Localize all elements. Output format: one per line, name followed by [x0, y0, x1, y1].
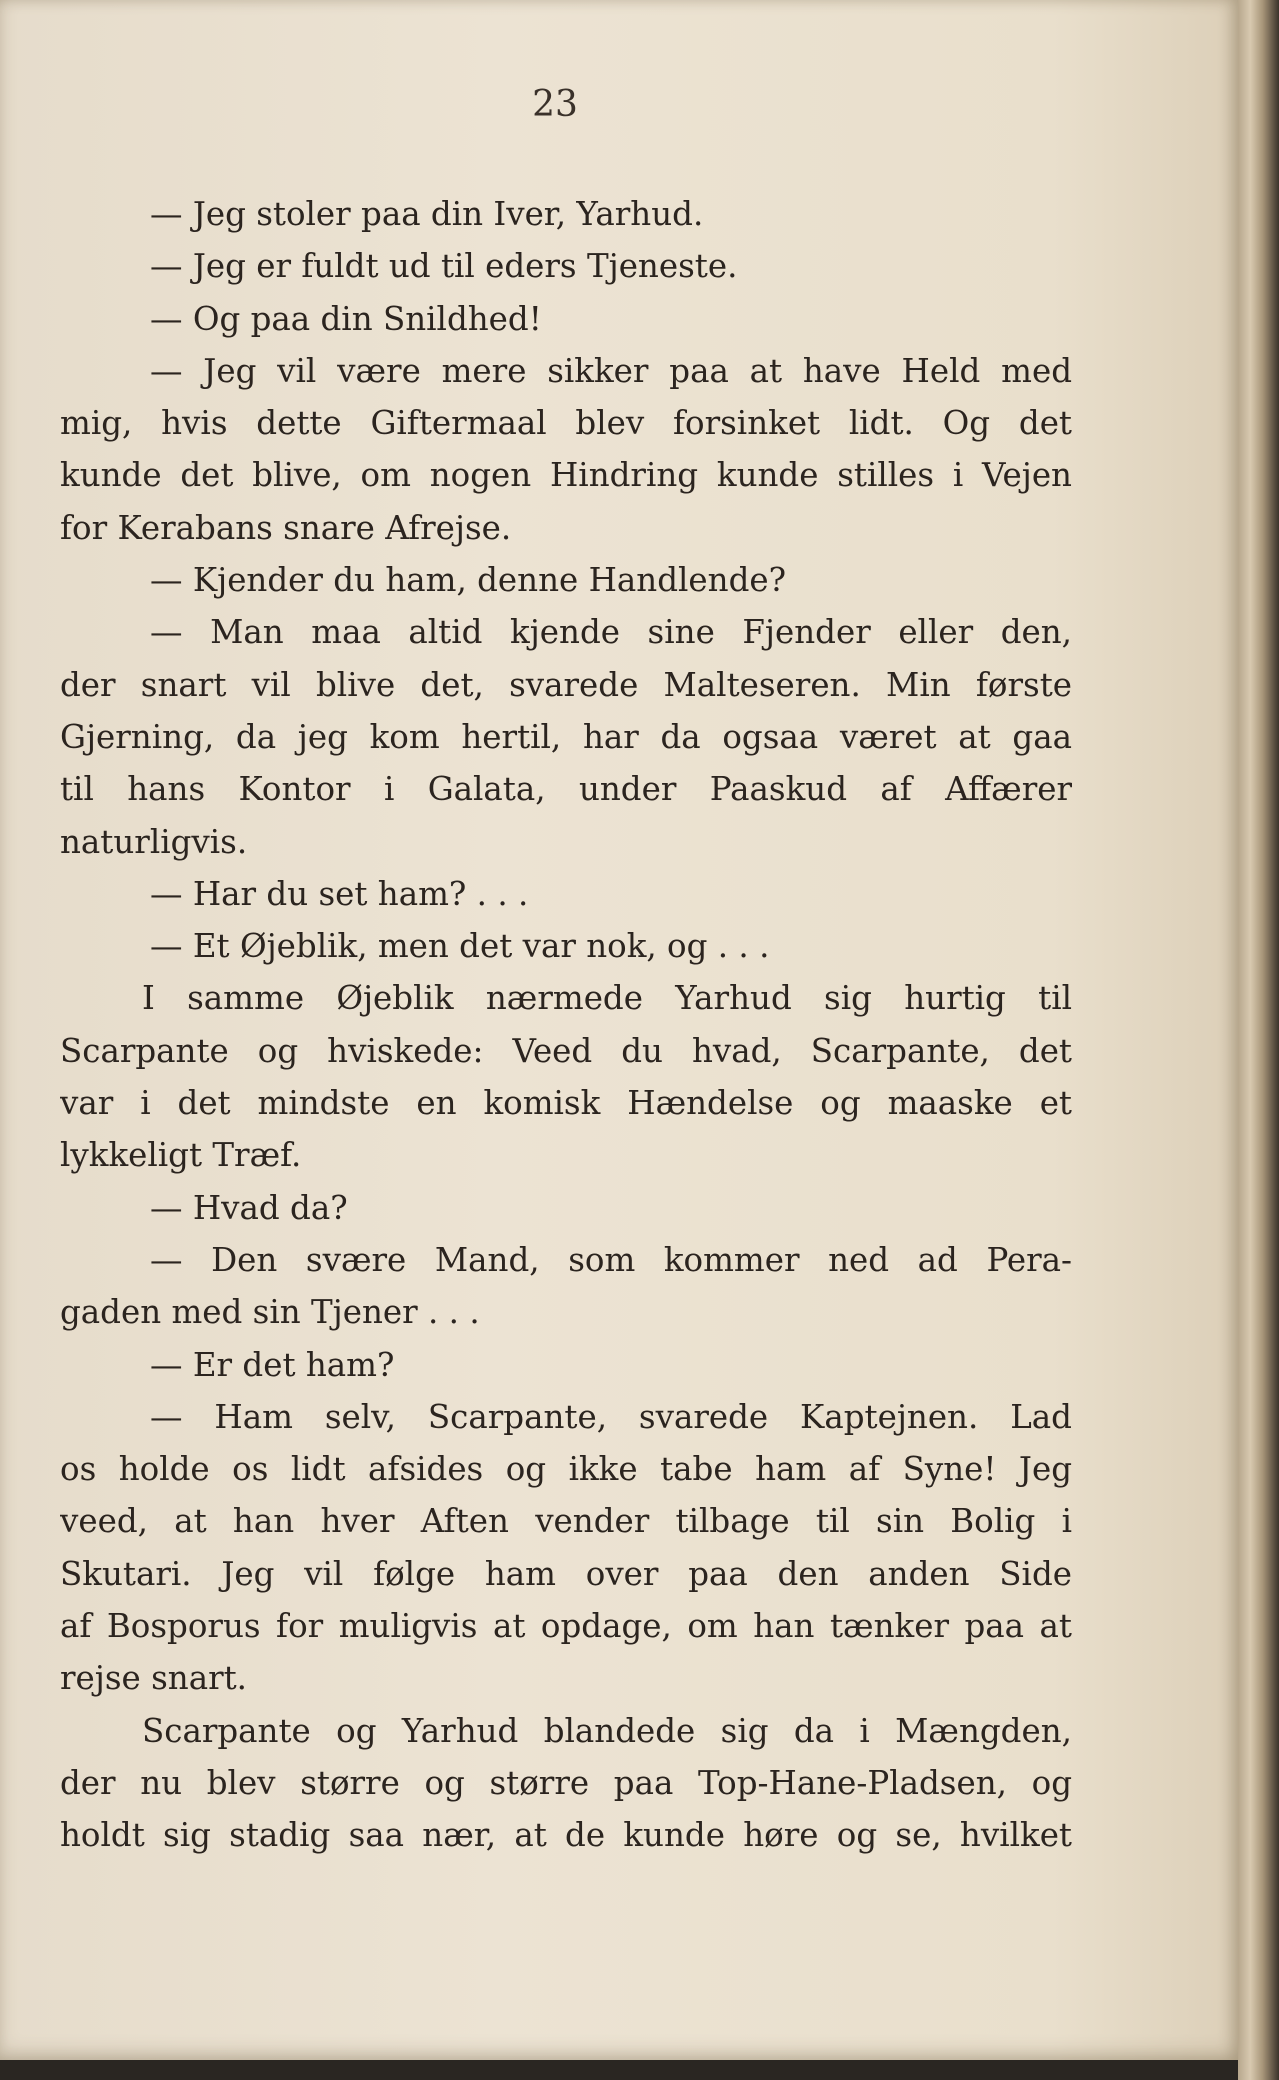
text-line: holdt sig stadig saa nær, at de kunde høre og se, hvilket	[60, 1816, 1072, 1855]
text-line: — Og paa din Snildhed!	[150, 299, 542, 338]
text-line: var i det mindste en komisk Hændelse og maaske et	[60, 1084, 1072, 1123]
text-line: for Kerabans snare Afrejse.	[60, 508, 512, 547]
text-line: til hans Kontor i Galata, under Paaskud af Affærer	[60, 770, 1072, 809]
text-line: Scarpante og Yarhud blandede sig da i Mængden,	[142, 1711, 1072, 1750]
text-line: I samme Øjeblik nærmede Yarhud sig hurtig til	[142, 979, 1072, 1018]
body-text	[60, 188, 1072, 1862]
text-line: rejse snart.	[60, 1659, 248, 1698]
text-line: — Har du set ham? . . .	[150, 874, 529, 913]
text-line: mig, hvis dette Giftermaal blev forsinket lidt. Og det	[60, 404, 1072, 443]
text-line: — Jeg er fuldt ud til eders Tjeneste.	[150, 247, 738, 286]
text-line: — Et Øjeblik, men det var nok, og . . .	[150, 927, 770, 966]
text-line: — Man maa altid kjende sine Fjender eller den,	[150, 613, 1072, 652]
text-line: af Bosporus for muligvis at opdage, om han tænker paa at	[60, 1607, 1072, 1646]
text-line: os holde os lidt afsides og ikke tabe ham af Syne! Jeg	[60, 1450, 1072, 1489]
page-number: 23	[532, 84, 578, 125]
text-line: — Er det ham?	[150, 1345, 395, 1384]
page-edge	[1238, 0, 1279, 2080]
text-line: der snart vil blive det, svarede Malteseren. Min første	[60, 665, 1072, 704]
text-line: — Jeg vil være mere sikker paa at have Held med	[150, 351, 1072, 390]
text-line: — Ham selv, Scarpante, svarede Kaptejnen. Lad	[150, 1397, 1072, 1436]
text-line: — Hvad da?	[150, 1188, 348, 1227]
text-line: Gjerning, da jeg kom hertil, har da ogsaa været at gaa	[60, 717, 1072, 756]
text-line: gaden med sin Tjener . . .	[60, 1293, 480, 1332]
text-line: — Jeg stoler paa din Iver, Yarhud.	[150, 195, 704, 233]
text-line: naturligvis.	[60, 822, 248, 861]
text-line: lykkeligt Træf.	[60, 1136, 302, 1175]
text-line: — Kjender du ham, denne Handlende?	[150, 561, 787, 600]
text-line: — Den svære Mand, som kommer ned ad Pera-	[150, 1240, 1072, 1279]
text-line: kunde det blive, om nogen Hindring kunde stilles i Vejen	[60, 456, 1072, 495]
text-line: Scarpante og hviskede: Veed du hvad, Scarpante, det	[60, 1031, 1072, 1070]
text-line: der nu blev større og større paa Top-Hane-Pladsen, og	[60, 1763, 1072, 1802]
text-line: Skutari. Jeg vil følge ham over paa den anden Side	[60, 1554, 1072, 1593]
text-line: veed, at han hver Aften vender tilbage til sin Bolig i	[60, 1502, 1072, 1541]
